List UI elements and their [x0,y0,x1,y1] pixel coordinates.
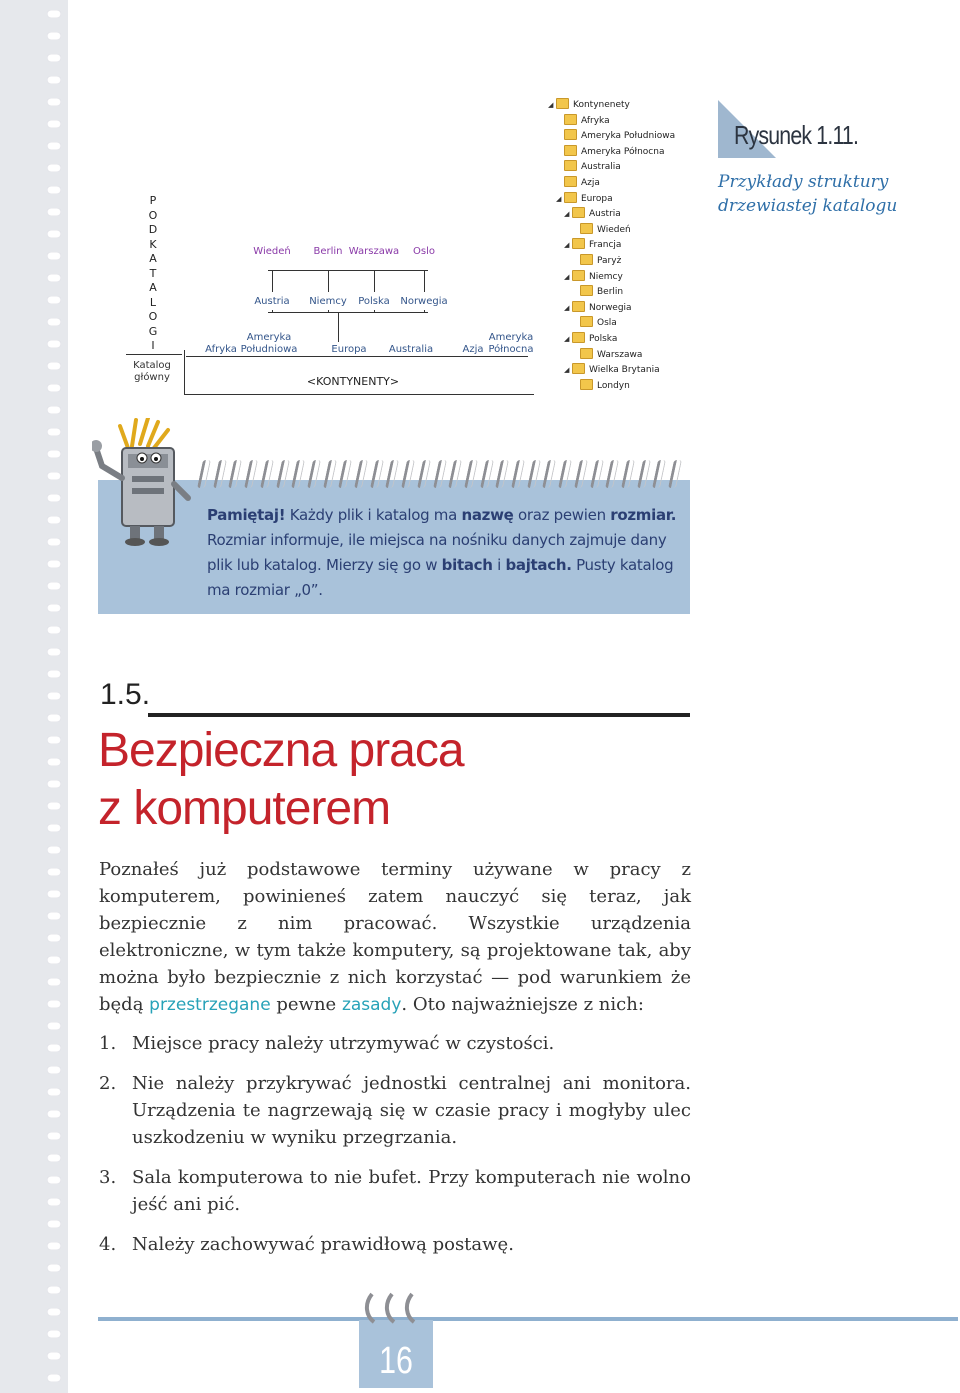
binder-hole [47,670,61,678]
binder-hole [47,582,61,590]
spiral-ring [244,460,258,488]
explorer-folder-row[interactable] [556,160,621,174]
city-label: Wiedeń [253,246,291,257]
binder-hole [47,626,61,634]
highlight-przestrzegane: przestrzegane [149,995,271,1015]
binder-strip [0,0,68,1393]
explorer-folder-row[interactable] [572,348,642,362]
binder-hole [47,1044,61,1052]
folder-label: Kontynenety [573,100,630,110]
folder-label: Europa [581,193,613,204]
folder-icon [572,238,585,249]
spiral-ring [495,460,509,488]
spiral-ring [354,460,368,488]
root-label: Katalog główny [133,360,171,383]
spiral-ring [621,460,635,488]
explorer-folder-row[interactable] [556,129,675,143]
spiral-ring [323,460,337,488]
footer-rule [98,1317,958,1321]
binder-hole [47,1198,61,1206]
spiral-ring [213,460,227,488]
binder-hole [47,32,61,40]
expand-arrow-icon[interactable]: ◢ [556,194,562,203]
binder-hole [47,1132,61,1140]
binder-hole [47,802,61,810]
spiral-ring [370,460,384,488]
vertical-letter: A [149,281,157,294]
folder-icon [572,363,585,374]
binder-hole [47,208,61,216]
folder-icon [564,129,577,140]
explorer-folder-row[interactable] [572,316,617,330]
binder-hole [47,538,61,546]
spiral-ring [276,460,290,488]
expand-arrow-icon[interactable]: ◢ [548,101,554,109]
vertical-letter: K [149,237,157,251]
binder-hole [47,252,61,260]
explorer-folder-row[interactable] [564,207,621,221]
explorer-folder-row[interactable] [564,301,632,315]
expand-arrow-icon[interactable]: ◢ [564,272,570,281]
continent-label: Ameryka Południowa [240,332,298,355]
binder-hole [47,428,61,436]
binder-hole [47,296,61,304]
country-label: Polska [358,296,390,307]
city-label: Berlin [313,246,343,257]
binder-hole [47,362,61,370]
spiral-ring [637,460,651,488]
binder-hole [47,274,61,282]
binder-hole [47,978,61,986]
folder-label: Francja [589,240,622,251]
explorer-folder-row[interactable] [572,223,631,237]
binder-hole [47,406,61,414]
continent-label: Afryka [205,344,237,355]
section-title: Bezpieczna praca z komputerem [98,724,464,835]
spiral-ring [527,460,541,488]
binder-hole [47,1220,61,1228]
folder-label: Norwegia [589,302,632,313]
spiral-ring [433,460,447,488]
binder-hole [47,494,61,502]
folder-label: Australia [581,162,621,173]
spiral-ring [558,460,572,488]
expand-arrow-icon[interactable]: ◢ [564,241,570,250]
binder-hole [47,516,61,524]
intro-paragraph: Poznałeś już podstawowe terminy używane w pracy z komputerem, powinieneś zatem nauczyć się teraz, jak bezpiecznie z nim pracować. Wszystkie urządzenia elektroniczne, w tym także komputery, są projektowane tak, aby można było bezpiecznie z nich korzystać — pod warunkiem że będą przestrzegane pewne zasady. Oto najważniejsze z nich: [99,859,691,1015]
folder-icon [580,348,593,359]
explorer-folder-row[interactable] [564,270,623,284]
spiral-ring [417,460,431,488]
spiral-ring [307,460,321,488]
spiral-ring [511,460,525,488]
binder-hole [47,604,61,612]
binder-hole [47,142,61,150]
binder-hole [47,1110,61,1118]
highlight-zasady: zasady [341,995,402,1015]
binder-hole [47,10,61,18]
footer-spirals [362,1290,432,1326]
safety-rules-list [99,1030,691,1271]
spiral-ring [668,460,682,488]
binder-hole [47,780,61,788]
section-number: 1.5. [100,678,151,711]
expand-arrow-icon[interactable]: ◢ [564,335,570,343]
list-item-number: 1. [99,1033,117,1054]
binder-hole [47,1242,61,1250]
explorer-folder-row[interactable] [564,363,660,377]
folder-icon [580,316,593,327]
vertical-letter: L [149,295,157,309]
binder-hole [47,98,61,106]
folder-label: Osla [597,318,617,329]
spiral-ring [542,460,556,488]
page-number: 16 [379,1340,413,1382]
folder-label: Afryka [581,115,610,126]
explorer-folder-row[interactable] [572,254,621,268]
folder-icon [572,332,585,343]
spiral-ring [338,460,352,488]
explorer-folder-row[interactable] [556,192,613,206]
vertical-word-podkatalogi [148,194,158,354]
list-item-text: Miejsce pracy należy utrzymywać w czystości. [132,1033,555,1054]
spiral-ring [401,460,415,488]
expand-arrow-icon[interactable]: ◢ [564,303,570,312]
expand-arrow-icon[interactable]: ◢ [564,366,570,375]
binder-hole [47,912,61,920]
spiral-ring [385,460,399,488]
list-item-number: 4. [99,1234,117,1255]
explorer-folder-row[interactable] [572,285,623,299]
continent-label: Azja [462,344,484,355]
binder-hole [47,318,61,326]
folder-label: Wielka Brytania [589,365,660,376]
binder-hole [47,1352,61,1360]
country-label: Norwegia [400,296,448,307]
country-label: Austria [254,296,290,307]
folder-label: Wiedeń [597,224,631,235]
spiral-ring [652,460,666,488]
binder-hole [47,1000,61,1008]
folder-label: Azja [581,178,600,188]
vertical-letter: G [148,324,158,338]
explorer-folder-row[interactable] [556,145,664,159]
binder-hole [47,450,61,458]
binder-hole [47,934,61,942]
expand-arrow-icon[interactable]: ◢ [564,210,570,219]
binder-hole [47,714,61,722]
folder-icon [564,160,577,171]
folder-icon [572,301,585,312]
binder-hole [47,956,61,964]
folder-icon [572,207,585,218]
binder-hole [47,890,61,898]
binder-hole [47,164,61,172]
vertical-letter: O [148,310,158,323]
list-item [99,1164,691,1218]
spiral-ring [464,460,478,488]
binder-hole [47,1264,61,1272]
city-label: Warszawa [348,246,400,257]
binder-hole [47,472,61,480]
binder-hole [47,846,61,854]
folder-icon [564,176,577,187]
binder-hole [47,384,61,392]
folder-icon [580,379,593,390]
spiral-ring [260,460,274,488]
directory-tree-diagram [118,180,538,398]
folder-label: Ameryka Północna [581,146,665,157]
list-item [99,1030,691,1057]
list-item-text: Nie należy przykrywać jednostki centralnej ani monitora. Urządzenia te nagrzewają się w czasie pracy i mogłyby ulec uszkodzeniu w wyniku przegrzania. [132,1073,691,1148]
folder-label: Warszawa [597,349,643,360]
explorer-folder-row[interactable] [548,98,630,112]
folder-icon [580,254,593,265]
list-item [99,1070,691,1151]
folder-icon [564,114,577,125]
folder-label: Paryż [597,256,622,266]
folder-label: Berlin [597,287,624,298]
binder-hole [47,758,61,766]
folder-icon [556,98,569,109]
spiral-ring [448,460,462,488]
folder-label: Ameryka Południowa [581,131,676,142]
binder-hole [47,340,61,348]
continents-level-label: <KONTYNENTY> [306,375,400,388]
explorer-folder-row[interactable] [564,332,617,346]
spiral-ring [480,460,494,488]
list-item-text: Sala komputerowa to nie bufet. Przy komputerach nie wolno jeść ani pić. [132,1167,691,1215]
list-item-number: 2. [99,1073,117,1094]
continent-label: Ameryka Północna [488,332,534,355]
list-item-number: 3. [99,1167,117,1188]
spiral-ring [605,460,619,488]
binder-hole [47,1022,61,1030]
binder-hole [47,230,61,238]
binder-hole [47,692,61,700]
explorer-folder-row[interactable] [572,379,630,393]
binder-hole [47,824,61,832]
binder-hole [47,120,61,128]
vertical-letter: O [148,208,158,222]
binder-hole [47,54,61,62]
binder-hole [47,1330,61,1338]
vertical-letter: I [151,339,155,352]
folder-label: Niemcy [589,271,623,282]
vertical-letter: P [149,194,157,207]
section-rule [148,713,690,717]
spiral-ring [228,460,242,488]
binder-hole [47,1066,61,1074]
binder-hole [47,736,61,744]
explorer-folder-row[interactable] [564,238,621,252]
figure-subtitle: Przykłady struktury drzewiastej katalogu [718,172,898,216]
folder-label: Austria [589,209,621,220]
folder-explorer-tree [548,98,708,400]
figure-title: Rysunek 1.11. [734,120,859,150]
binder-hole [47,1176,61,1184]
folder-icon [564,145,577,156]
binder-hole [47,1308,61,1316]
folder-label: Polska [589,334,618,344]
remember-note-text: Pamiętaj! Każdy plik i katalog ma nazwę oraz pewien rozmiar. Rozmiar informuje, ile miejsca na nośniku danych zajmuje dany plik lub katalog. Mierzy się go w bitach i bajtach. Pusty katalog ma rozmiar „0”. [207,506,677,599]
continent-label: Europa [331,344,367,355]
binder-hole [47,560,61,568]
binder-hole [47,868,61,876]
vertical-letter: D [148,223,158,236]
computer-mascot-icon [92,418,202,548]
binder-hole [47,1286,61,1294]
list-item-text: Należy zachowywać prawidłową postawę. [132,1234,514,1255]
folder-label: Londyn [597,380,630,391]
spiral-ring [590,460,604,488]
continent-label: Australia [388,344,434,355]
spiral-ring [574,460,588,488]
folder-icon [564,192,577,203]
folder-icon [580,223,593,234]
binder-hole [47,648,61,656]
binder-hole [47,1088,61,1096]
binder-hole [47,1154,61,1162]
binder-hole [47,76,61,84]
binder-hole [47,186,61,194]
folder-icon [580,285,593,296]
spiral-ring [291,460,305,488]
binder-hole [47,1374,61,1382]
notebook-spirals [200,460,686,490]
vertical-letter: A [149,252,157,265]
country-label: Niemcy [309,296,347,307]
city-label: Oslo [413,246,435,257]
list-item [99,1231,691,1258]
folder-icon [572,270,585,281]
vertical-letter: T [149,266,157,280]
explorer-folder-row[interactable] [556,114,610,128]
explorer-folder-row[interactable] [556,176,600,190]
